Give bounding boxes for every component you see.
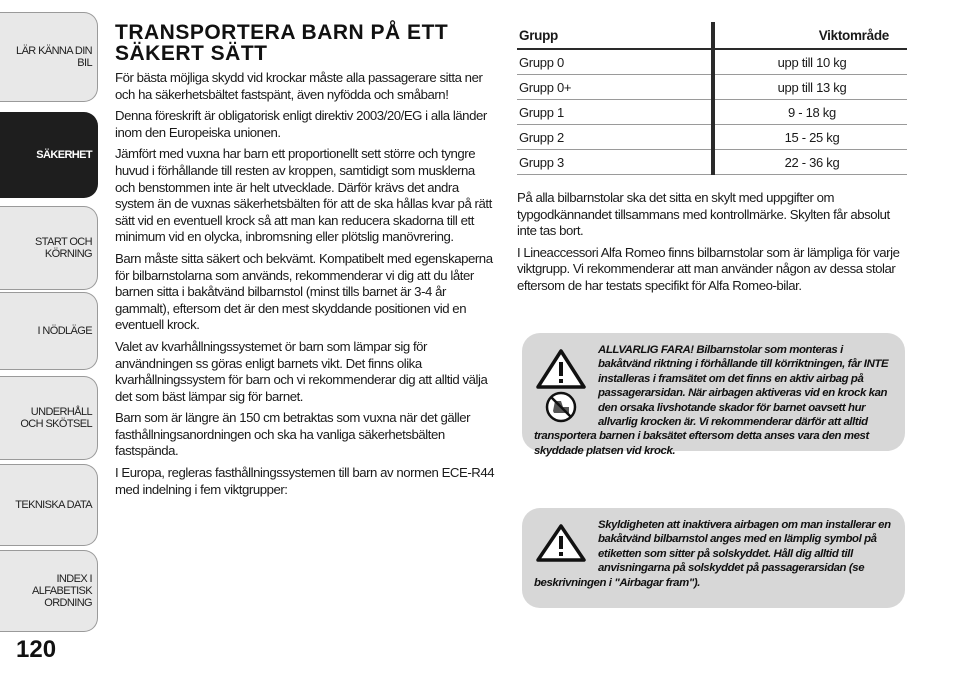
tab-label: SÄKERHET	[36, 149, 92, 161]
table-row	[517, 100, 907, 125]
tab-start-och-korning[interactable]	[0, 206, 98, 290]
tab-label: TEKNISKA DATA	[15, 499, 92, 511]
paragraph: Barn som är längre än 150 cm betraktas som vuxna när det gäller fasthållningsanordningen och ska ha vanliga säkerhetsbälten fastspända.	[115, 410, 471, 459]
warning-triangle-icon	[534, 522, 588, 562]
warning-triangle-icon	[534, 347, 588, 423]
table-header-row	[517, 22, 907, 49]
tab-label: I NÖDLÄGE	[37, 325, 92, 337]
tab-lar-kanna-din-bil[interactable]	[0, 12, 98, 102]
warning-box-airbag-symbol	[522, 508, 905, 608]
column-header-group: Grupp	[517, 22, 713, 49]
tab-label: INDEX I ALFABETISK ORDNING	[31, 573, 92, 609]
warning-box-airbag-danger	[522, 333, 905, 457]
paragraph: Denna föreskrift är obligatorisk enligt direktiv 2003/20/EG i alla länder inom den Europeiska unionen.	[115, 108, 487, 140]
group-cell: Grupp 0	[517, 49, 713, 75]
table-row	[517, 49, 907, 75]
paragraph: För bästa möjliga skydd vid krockar måste alla passagerare sitta ner och ha säkerhetsbältet fastspänt, även nyfödda och småbarn!	[115, 70, 483, 102]
tab-label: LÄR KÄNNA DIN BIL	[16, 45, 92, 69]
page-number: 120	[16, 636, 57, 663]
weight-cell: upp till 10 kg	[713, 49, 907, 75]
main-text-column	[115, 22, 495, 503]
paragraph: Jämfört med vuxna har barn ett proportionellt sett större och tyngre huvud i förhållande till resten av kroppen, samtidigt som musklerna och benstommen inte är helt utvecklade. Därför krävs det andra system än de vuxnas säkerhetsbälten för att de ska hållas kvar på rätt sätt vid en eventuell krock så att man kan reducera skadorna till ett minimum vid en olycka, inbromsning eller plötslig manövrering.	[115, 146, 492, 245]
tab-label: START OCH KÖRNING	[35, 236, 92, 260]
tab-tekniska-data[interactable]	[0, 464, 98, 546]
table-row	[517, 150, 907, 175]
weight-group-table	[517, 22, 907, 175]
tab-label: UNDERHÅLL OCH SKÖTSEL	[20, 406, 92, 430]
column-header-weight: Viktområde	[713, 22, 907, 49]
table-row	[517, 75, 907, 100]
paragraph: I Europa, regleras fasthållningssystemen till barn av normen ECE-R44 med indelning i fem viktgrupper:	[115, 465, 495, 497]
chapter-sidebar	[0, 0, 100, 640]
warning-icons	[534, 522, 588, 562]
weight-cell: 22 - 36 kg	[713, 150, 907, 175]
paragraph: I Lineaccessori Alfa Romeo finns bilbarnstolar som är lämpliga för varje viktgrupp. Vi rekommenderar att man använder någon av dessa stolar eftersom de har testats specifikt för Alfa Romeo-bilar.	[517, 244, 900, 293]
tab-i-nodlage[interactable]	[0, 292, 98, 370]
warning-text: Skyldigheten att inaktivera airbagen om man installerar en bakåtvänd bilbarnstol anges med en lämplig symbol på etiketten som sitter på solskyddet. Håll dig alltid till anvisningarna på solskyddet på passagerarsidan (se beskrivningen i "Airbagar fram").	[534, 519, 891, 589]
no-rear-facing-seat-icon	[547, 393, 575, 421]
group-cell: Grupp 3	[517, 150, 713, 175]
paragraph: På alla bilbarnstolar ska det sitta en skylt med uppgifter om typgodkännandet tillsammans med kontrollmärke. Skylten får absolut inte tas bort.	[517, 190, 890, 239]
group-cell: Grupp 0+	[517, 75, 713, 100]
group-cell: Grupp 2	[517, 125, 713, 150]
paragraph: Barn måste sitta säkert och bekvämt. Kompatibelt med egenskaperna för bilbarnstolarna som används, rekommenderar vi dig att du låter barnen sitta i bakåtvänd bilbarnstol (minst tills barnet är 3-4 år gammalt), eftersom det är den mest skyddande positionen vid en eventuell krock.	[115, 250, 493, 333]
tab-index-i-alfabetisk-ordning[interactable]	[0, 550, 98, 632]
warning-icons	[534, 347, 588, 423]
notes	[517, 190, 907, 295]
paragraph: Valet av kvarhållningssystemet ör barn som lämpar sig för användningen ss göras enligt barnets vikt. Det finns olika kvarhållningssystem för barn och vi rekommenderar dig att alltid välja det som bäst lämpar sig för barnet.	[115, 338, 488, 404]
weight-cell: 15 - 25 kg	[713, 125, 907, 150]
table-row	[517, 125, 907, 150]
warning-text: ALLVARLIG FARA! Bilbarnstolar som monteras i bakåtvänd riktning i förhållande till körriktningen, får INTE installeras i framsätet om det finns en aktiv airbag på passagerarsidan. När airbagen aktiveras vid en krock kan den orsaka livshotande skador för barnet oavsett hur allvarlig krocken är. Vi rekommenderar därför att alltid transportera barnen i baksätet eftersom detta anses vara den mest skyddade platsen vid krock.	[534, 344, 889, 457]
section-heading: TRANSPORTERA BARN PÅ ETT SÄKERT SÄTT	[115, 21, 449, 65]
weight-cell: 9 - 18 kg	[713, 100, 907, 125]
weight-cell: upp till 13 kg	[713, 75, 907, 100]
group-cell: Grupp 1	[517, 100, 713, 125]
right-text-column	[517, 22, 907, 300]
tab-sakerhet[interactable]	[0, 112, 98, 198]
tab-underhall-och-skotsel[interactable]	[0, 376, 98, 460]
